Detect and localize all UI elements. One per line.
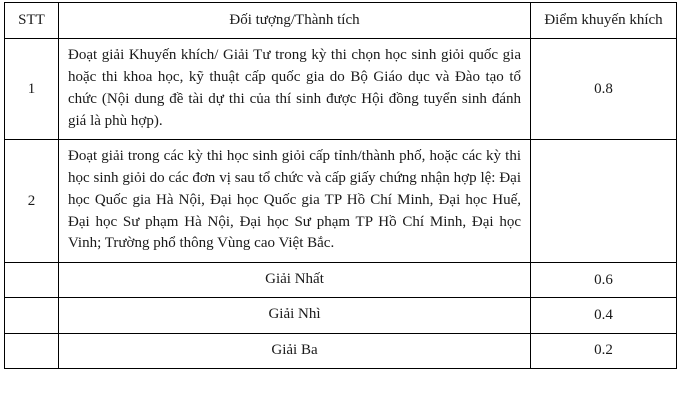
table-row — [5, 140, 677, 263]
header-stt: STT — [5, 3, 59, 39]
table-body — [5, 39, 677, 369]
row-stt — [5, 298, 59, 333]
row-point: 0.6 — [531, 263, 677, 298]
row-description: Giải Nhất — [59, 263, 531, 298]
table-row — [5, 39, 677, 140]
row-description: Đoạt giải Khuyến khích/ Giải Tư trong kỳ thi chọn học sinh giỏi quốc gia hoặc thi khoa học, kỹ thuật cấp quốc gia do Bộ Giáo dục và Đào tạo tổ chức (Nội dung đề tài dự thi của thí sinh được Hội đồng tuyển sinh đánh giá là phù hợp). — [59, 39, 531, 140]
row-description: Đoạt giải trong các kỳ thi học sinh giỏi cấp tỉnh/thành phố, hoặc các kỳ thi học sinh giỏi do các đơn vị sau tổ chức và cấp giấy chứng nhận hợp lệ: Đại học Quốc gia Hà Nội, Đại học Quốc gia TP Hồ Chí Minh, Đại học Huế, Đại học Sư phạm Hà Nội, Đại học Sư phạm TP Hồ Chí Minh, Đại học Vinh; Trường phổ thông Vùng cao Việt Bắc. — [59, 140, 531, 263]
table-row — [5, 333, 677, 368]
row-description: Giải Nhì — [59, 298, 531, 333]
row-stt: 2 — [5, 140, 59, 263]
header-subject: Đối tượng/Thành tích — [59, 3, 531, 39]
row-description: Giải Ba — [59, 333, 531, 368]
header-points: Điểm khuyến khích — [531, 3, 677, 39]
table-header — [5, 3, 677, 39]
row-stt — [5, 333, 59, 368]
table-row — [5, 298, 677, 333]
row-point: 0.8 — [531, 39, 677, 140]
table-row — [5, 263, 677, 298]
row-point — [531, 140, 677, 263]
row-stt: 1 — [5, 39, 59, 140]
row-point: 0.2 — [531, 333, 677, 368]
row-point: 0.4 — [531, 298, 677, 333]
table-header-row — [5, 3, 677, 39]
row-stt — [5, 263, 59, 298]
bonus-score-table — [4, 2, 677, 369]
